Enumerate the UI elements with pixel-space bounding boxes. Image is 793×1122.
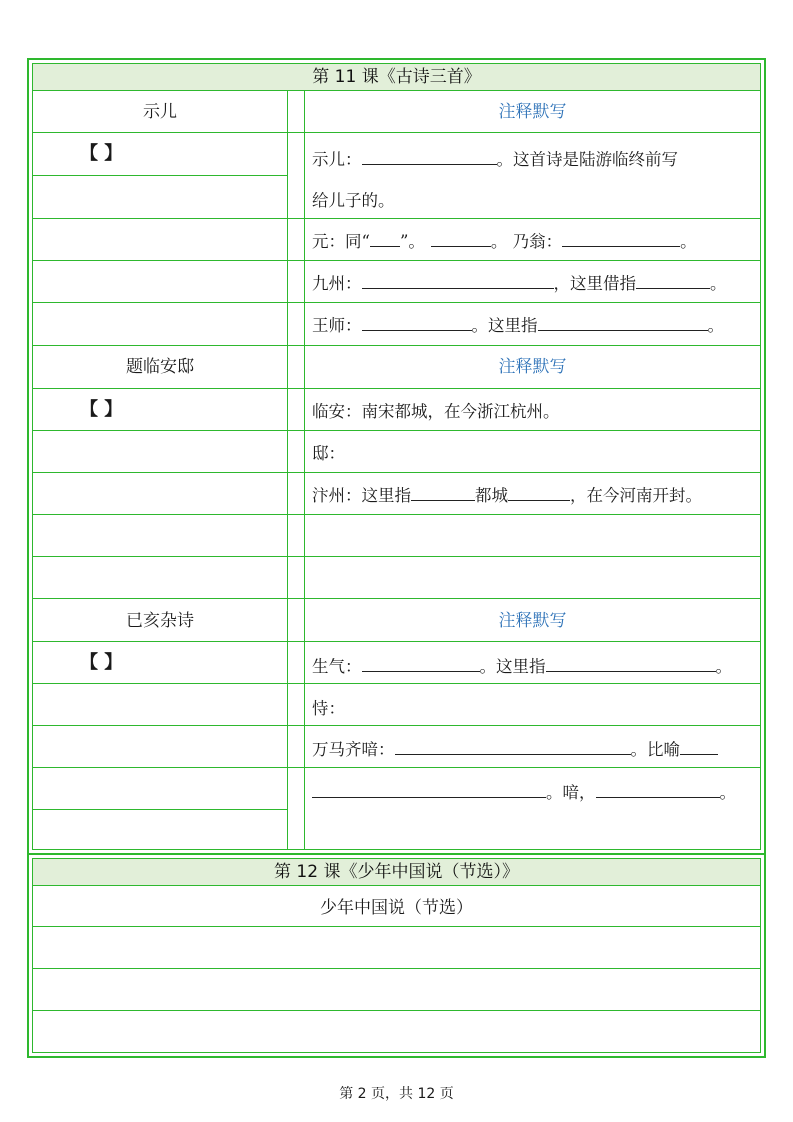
row-line [33, 556, 760, 557]
fill-blank[interactable] [362, 144, 497, 165]
row-line [33, 132, 760, 133]
lesson-12-title: 第 12 课《少年中国说（节选）》 [274, 862, 519, 882]
note-line-linan-2: 邸： [312, 444, 345, 463]
note-line-jihai-2: 恃： [312, 699, 345, 718]
answer-bracket-linan: 【 】 [80, 399, 123, 420]
note-line-linan-1: 临安：南宋都城，在今浙江杭州。 [312, 402, 560, 421]
note-line-shier-3: 元：同“ ”。 。 乃翁： 。 [312, 222, 697, 262]
note-line-shier-4: 九州： ，这里借指 。 [312, 264, 727, 304]
fill-blank[interactable] [312, 777, 546, 798]
row-line [33, 472, 760, 473]
fill-blank[interactable] [546, 651, 716, 672]
fill-blank[interactable] [562, 226, 680, 247]
row-line [33, 968, 760, 969]
note-heading-shier: 注释默写 [498, 102, 567, 122]
poem-title-linan: 题临安邸 [126, 357, 194, 377]
fill-blank[interactable] [431, 226, 491, 247]
fill-blank[interactable] [362, 268, 554, 289]
fill-blank[interactable] [411, 480, 475, 501]
poem-title-jihai: 已亥杂诗 [126, 611, 194, 631]
row-line [33, 598, 760, 599]
fill-blank[interactable] [680, 734, 718, 755]
note-line-shier-5: 王师： 。这里指 。 [312, 306, 724, 346]
lesson-11-title-band [33, 64, 760, 90]
row-line [33, 175, 287, 176]
note-line-shier-1: 示儿： 。这首诗是陆游临终前写 [312, 140, 678, 180]
row-line [33, 809, 287, 810]
lesson-12-title-band [33, 859, 760, 885]
fill-blank[interactable] [636, 268, 710, 289]
lesson-12-subtitle: 少年中国说（节选） [320, 898, 473, 918]
note-line-jihai-1: 生气： 。这里指 。 [312, 647, 732, 687]
row-line [33, 90, 760, 91]
fill-blank[interactable] [538, 310, 708, 331]
note-heading-jihai: 注释默写 [498, 611, 567, 631]
note-line-jihai-4: 。喑， 。 [312, 773, 736, 813]
note-line-linan-3: 汴州：这里指 都城 ，在今河南开封。 [312, 476, 702, 516]
note-heading-linan: 注释默写 [498, 357, 567, 377]
row-line [33, 1010, 760, 1011]
answer-bracket-jihai: 【 】 [80, 652, 123, 673]
fill-blank[interactable] [362, 651, 480, 672]
column-divider-1 [287, 90, 288, 849]
fill-blank[interactable] [508, 480, 570, 501]
fill-blank[interactable] [370, 226, 400, 247]
row-line [33, 218, 760, 219]
answer-bracket-shier: 【 】 [80, 143, 123, 164]
row-line [33, 388, 760, 389]
lesson-11-title: 第 11 课《古诗三首》 [312, 67, 481, 87]
note-line-jihai-3: 万马齐喑： 。比喻 [312, 730, 718, 770]
fill-blank[interactable] [395, 734, 631, 755]
row-line [33, 641, 760, 642]
page-number: 第 2 页，共 12 页 [339, 1086, 454, 1102]
row-line [33, 885, 760, 886]
note-line-shier-2: 给儿子的。 [312, 191, 395, 210]
column-divider-2 [304, 90, 305, 849]
fill-blank[interactable] [596, 777, 720, 798]
fill-blank[interactable] [362, 310, 472, 331]
poem-title-shier: 示儿 [143, 102, 177, 122]
row-line [33, 725, 760, 726]
